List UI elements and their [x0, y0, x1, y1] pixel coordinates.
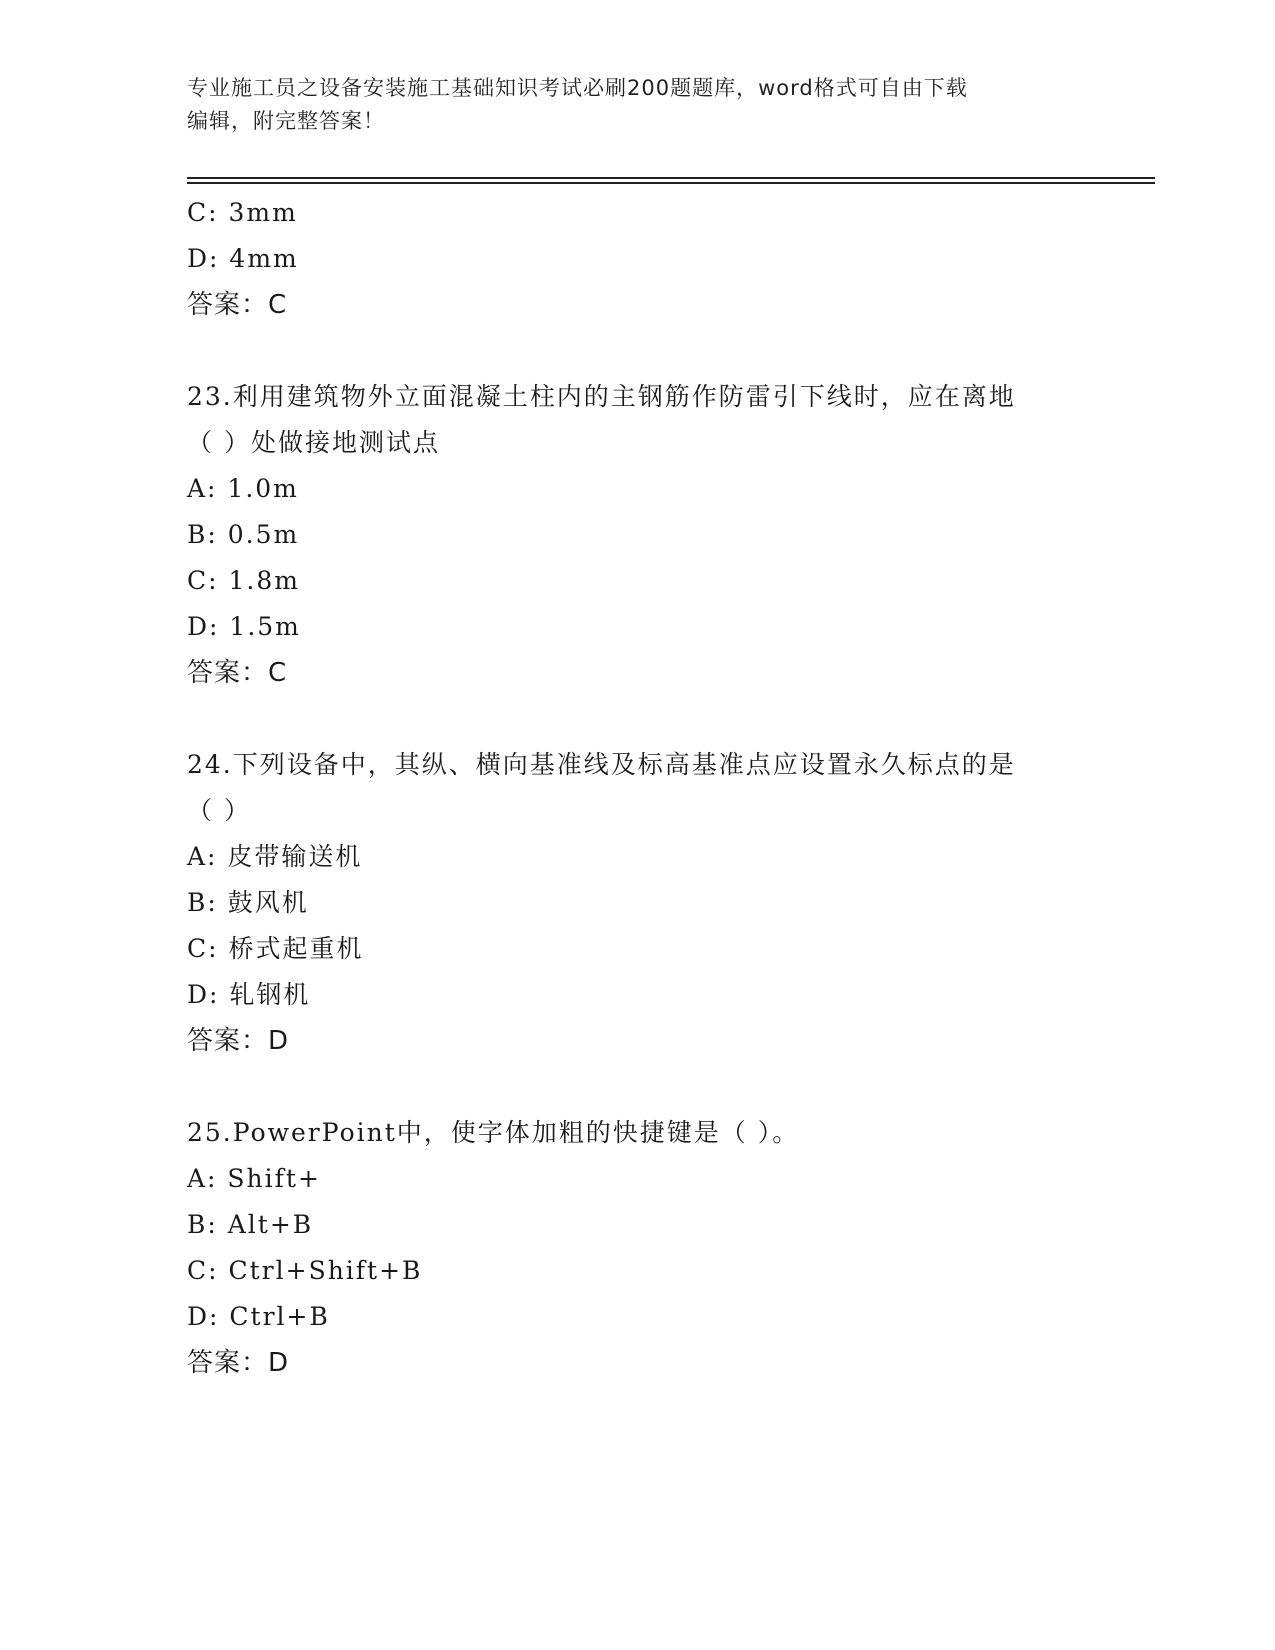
- question-list: [187, 190, 1117, 1386]
- answer: 答案：D: [187, 1026, 290, 1056]
- answer: 答案：D: [187, 1348, 290, 1378]
- header-title-line1: 专业施工员之设备安装施工基础知识考试必刷200题题库，word格式可自由下载: [187, 76, 968, 100]
- question-22-tail: [187, 190, 1117, 328]
- answer: 答案：C: [187, 658, 288, 688]
- option-c: C: 桥式起重机: [187, 934, 364, 963]
- option-b: B: 0.5m: [187, 520, 300, 549]
- header-rule-bottom: [187, 182, 1155, 184]
- question-stem-continued: （ ）处做接地测试点: [187, 428, 440, 457]
- page-header: [187, 72, 1067, 138]
- spacer: [187, 1064, 1117, 1110]
- option-c: C: Ctrl+Shift+B: [187, 1256, 423, 1285]
- spacer: [187, 696, 1117, 742]
- header-rule-top: [187, 177, 1155, 179]
- option-d: D: Ctrl+B: [187, 1302, 330, 1331]
- question-23: [187, 374, 1117, 696]
- header-title-line2: 编辑，附完整答案！: [187, 109, 385, 133]
- question-25: [187, 1110, 1117, 1386]
- option-d: D: 轧钢机: [187, 980, 311, 1009]
- answer: 答案：C: [187, 290, 288, 320]
- option-c: C: 3mm: [187, 198, 298, 227]
- question-stem: 25.PowerPoint中，使字体加粗的快捷键是（ ）。: [187, 1118, 800, 1147]
- option-b: B: 鼓风机: [187, 888, 309, 917]
- option-c: C: 1.8m: [187, 566, 300, 595]
- question-24: [187, 742, 1117, 1064]
- option-a: A: 1.0m: [187, 474, 299, 503]
- option-b: B: Alt+B: [187, 1210, 314, 1239]
- question-stem: 23.利用建筑物外立面混凝土柱内的主钢筋作防雷引下线时，应在离地: [187, 382, 1016, 411]
- question-stem: 24.下列设备中，其纵、横向基准线及标高基准点应设置永久标点的是: [187, 750, 1016, 779]
- question-stem-continued: （ ）: [187, 796, 251, 825]
- option-d: D: 4mm: [187, 244, 299, 273]
- spacer: [187, 328, 1117, 374]
- option-a: A: Shift+: [187, 1164, 321, 1193]
- option-a: A: 皮带输送机: [187, 842, 363, 871]
- option-d: D: 1.5m: [187, 612, 301, 641]
